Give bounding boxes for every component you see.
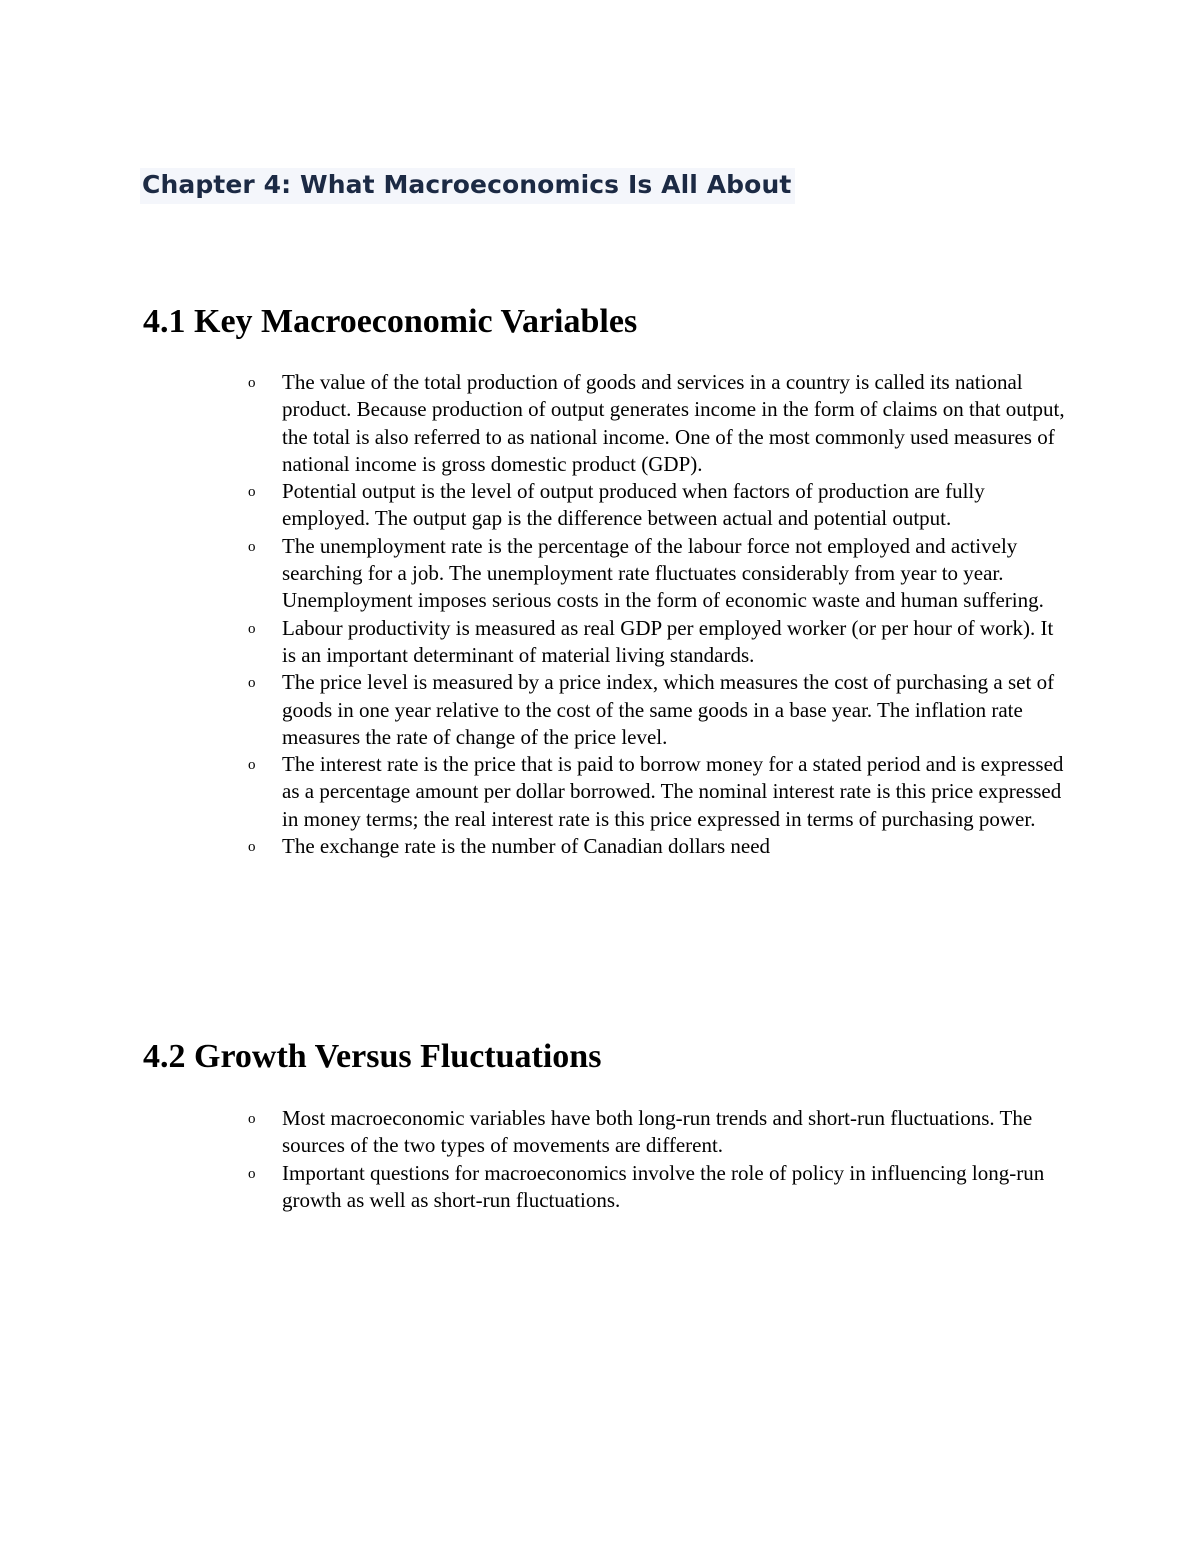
section-heading-4-2: 4.2 Growth Versus Fluctuations [143, 1038, 602, 1075]
list-item [0, 833, 1072, 860]
list-item-text: The interest rate is the price that is paid to borrow money for a stated period and is expressed as a percentage amount per dollar borrowed. The nominal interest rate is this price expressed in money terms; the real interest rate is this price expressed in terms of purchasing power. [282, 752, 1064, 831]
bullet-marker: o [248, 839, 256, 856]
list-item [0, 751, 1072, 833]
list-item [0, 615, 1072, 670]
list-item [0, 533, 1072, 615]
list-item [0, 369, 1072, 478]
list-item-text: The price level is measured by a price index, which measures the cost of purchasing a set of goods in one year relative to the cost of the same goods in a base year. The inflation rate measures the rate of change of the price level. [282, 670, 1055, 749]
bullet-marker: o [248, 1111, 256, 1127]
list-item [0, 669, 1072, 751]
list-item-text: The exchange rate is the number of Canadian dollars need [282, 834, 771, 859]
list-item-text: Most macroeconomic variables have both long-run trends and short-run fluctuations. The sources of the two types of movements are different. [282, 1106, 1033, 1158]
list-item [0, 1160, 1072, 1215]
bullet-marker: o [248, 757, 256, 774]
list-item [0, 478, 1072, 533]
bullet-marker: o [248, 1165, 256, 1182]
list-item-text: Important questions for macroeconomics involve the role of policy in influencing long-run growth as well as short-run fluctuations. [282, 1160, 1045, 1212]
bullet-list-4-1 [0, 369, 1200, 860]
bullet-marker: o [248, 620, 256, 637]
bullet-marker: o [248, 675, 256, 692]
section-heading-4-1: 4.1 Key Macroeconomic Variables [143, 303, 638, 340]
bullet-marker: o [248, 538, 256, 555]
list-item-text: The value of the total production of goods and services in a country is called its national product. Because production of output generates income in the form of claims on that output, the total is also referred to as national income. One of the most commonly used measures of national income is gross domestic product (GDP). [282, 370, 1065, 476]
bullet-list-4-2 [0, 1105, 1200, 1214]
chapter-title: Chapter 4: What Macroeconomics Is All About [140, 168, 795, 204]
list-item-text: Labour productivity is measured as real GDP per employed worker (or per hour of work). It is an important determinant of material living standards. [282, 615, 1054, 667]
bullet-marker: o [248, 375, 256, 391]
list-item-text: Potential output is the level of output produced when factors of production are fully employed. The output gap is the difference between actual and potential output. [282, 479, 985, 531]
bullet-marker: o [248, 484, 256, 501]
list-item-text: The unemployment rate is the percentage of the labour force not employed and actively searching for a job. The unemployment rate fluctuates considerably from year to year. Unemployment imposes serious costs in the form of economic waste and human suffering. [282, 533, 1044, 613]
list-item [0, 1105, 1072, 1160]
